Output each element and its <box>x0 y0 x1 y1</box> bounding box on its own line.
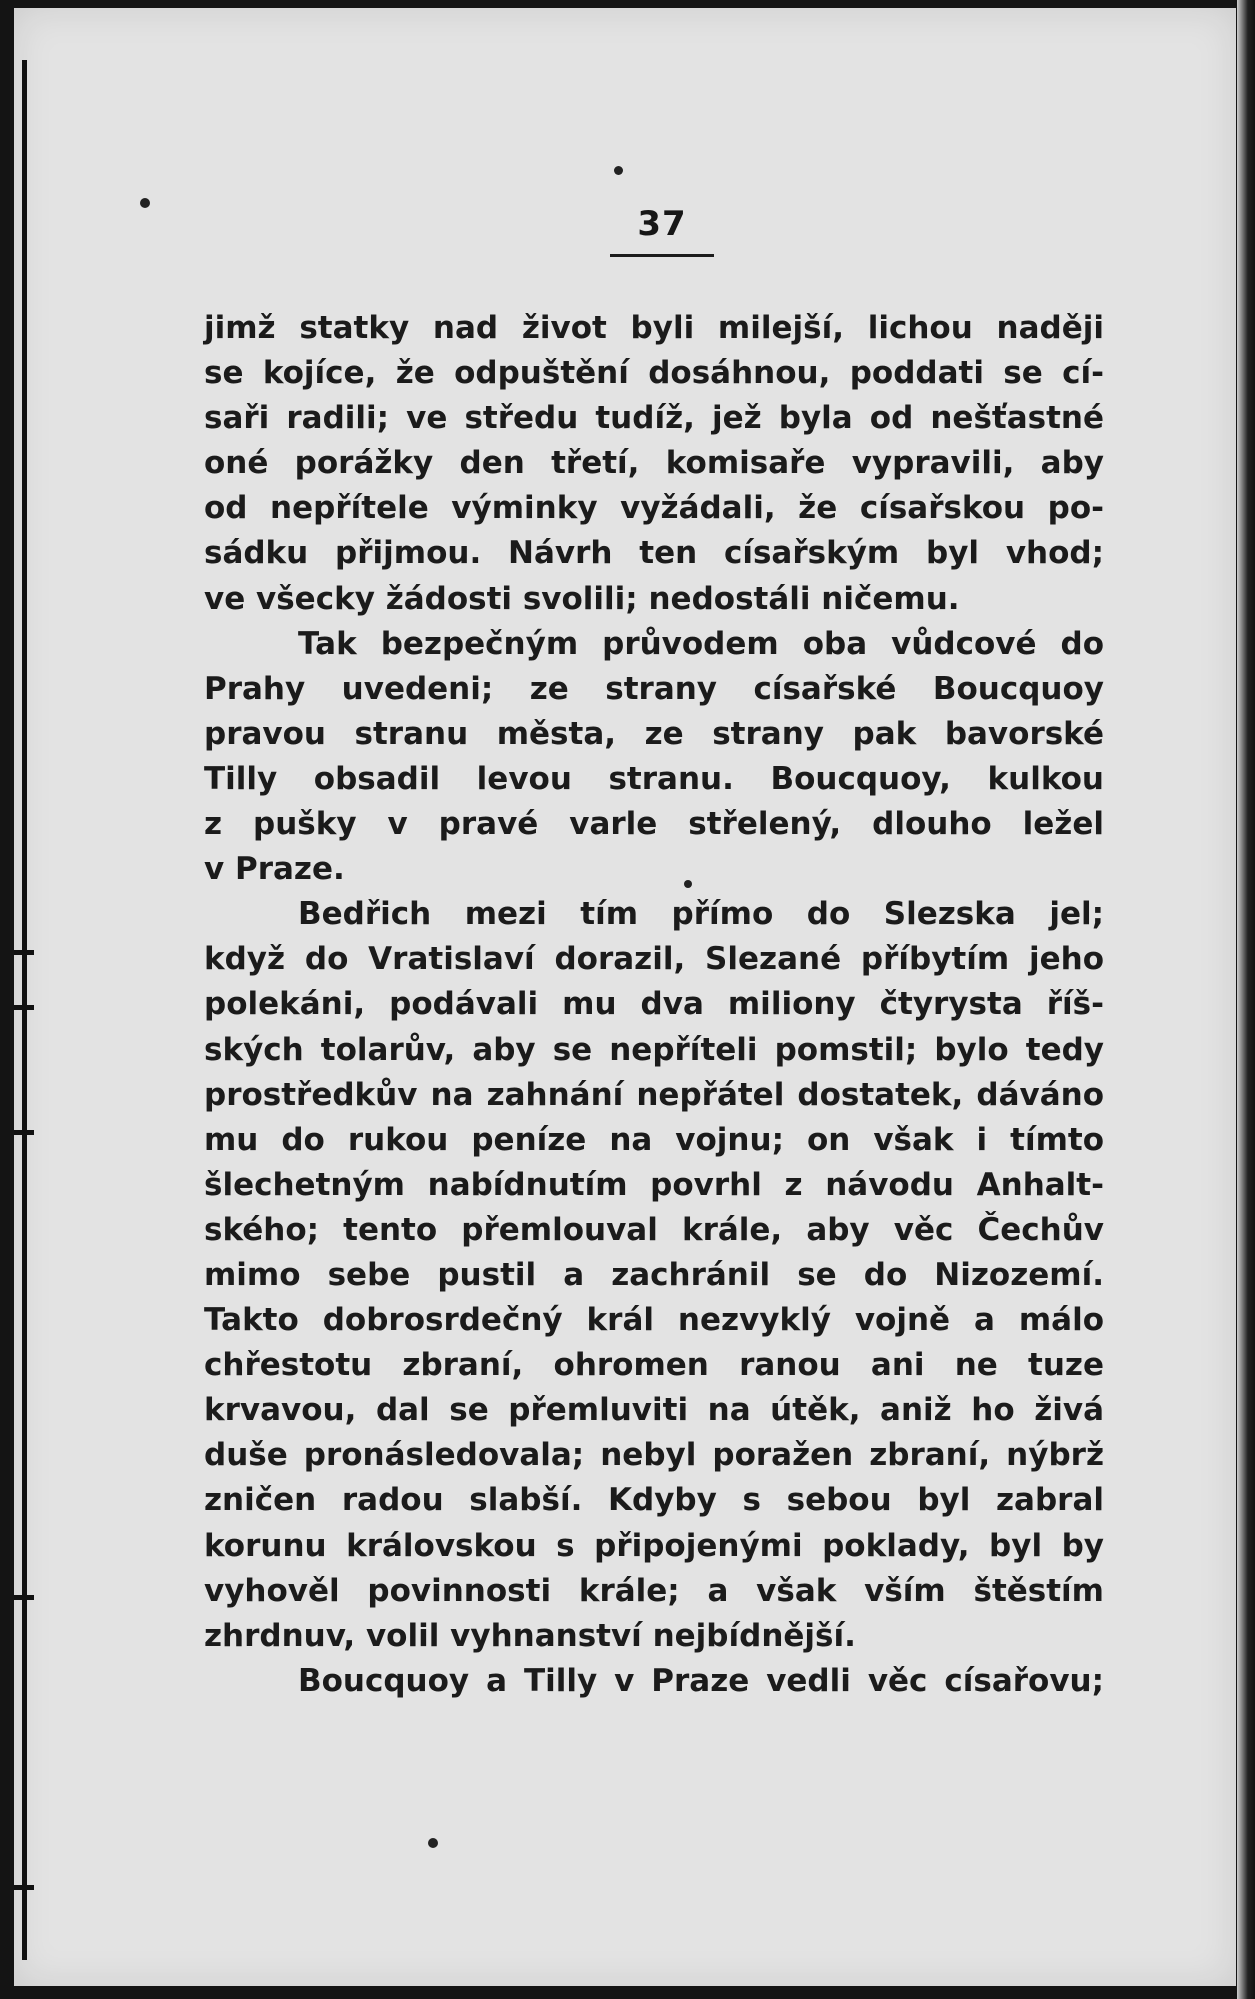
body-text <box>204 306 1104 1704</box>
binding-edge <box>22 60 27 1960</box>
text-line: ve všecky žádosti svolili; nedostáli ničemu. <box>204 580 960 617</box>
text-line: duše pronásledovala; nebyl poražen zbraní, nýbrž <box>204 1437 1104 1474</box>
text-line: jimž statky nad život byli milejší, lichou naději <box>204 310 1104 346</box>
text-line: Bedřich mezi tím přímo do Slezska jel; <box>298 896 1104 933</box>
paper-leaf <box>14 8 1236 1986</box>
text-line: se kojíce, že odpuštění dosáhnou, poddati se cí- <box>204 355 1104 392</box>
binding-mark <box>14 1885 34 1890</box>
text-line: ských tolarův, aby se nepříteli pomstil; bylo tedy <box>204 1031 1104 1068</box>
print-speck <box>614 166 623 175</box>
text-line: v Praze. <box>204 851 345 888</box>
text-line: Takto dobrosrdečný král nezvyklý vojně a málo <box>204 1302 1104 1339</box>
text-line: korunu královskou s připojenými poklady, byl by <box>204 1527 1104 1564</box>
text-line: zhrdnuv, volil vyhnanství nejbídnější. <box>204 1617 856 1654</box>
text-line: prostředkův na zahnání nepřátel dostatek, dáváno <box>204 1076 1104 1113</box>
page-number: 37 <box>637 204 687 244</box>
text-line: od nepřítele výminky vyžádali, že císařskou po- <box>204 490 1104 527</box>
text-line: saři radili; ve středu tudíž, jež byla od nešťastné <box>204 400 1104 437</box>
binding-mark <box>14 950 34 955</box>
text-line: ského; tento přemlouval krále, aby věc Čechův <box>204 1211 1104 1248</box>
text-line: Prahy uvedeni; ze strany císařské Boucquoy <box>204 670 1104 707</box>
text-line: mu do rukou peníze na vojnu; on však i tímto <box>204 1121 1104 1158</box>
text-line: šlechetným nabídnutím povrhl z návodu Anhalt- <box>204 1166 1104 1203</box>
binding-mark <box>14 1595 34 1600</box>
text-line: pravou stranu města, ze strany pak bavorské <box>204 715 1104 752</box>
print-speck <box>428 1838 438 1848</box>
text-line: zničen radou slabší. Kdyby s sebou byl zabral <box>204 1482 1104 1519</box>
print-speck <box>684 880 692 888</box>
text-line: Tak bezpečným průvodem oba vůdcové do <box>298 625 1104 662</box>
text-line: Tilly obsadil levou stranu. Boucquoy, kulkou <box>204 760 1104 797</box>
text-line: oné porážky den třetí, komisaře vypravili, aby <box>204 445 1104 482</box>
text-line: chřestotu zbraní, ohromen ranou ani ne tuze <box>204 1347 1104 1384</box>
text-line: vyhověl povinnosti krále; a však vším štěstím <box>204 1572 1104 1609</box>
text-line: Boucquoy a Tilly v Praze vedli věc císařovu; <box>298 1662 1104 1699</box>
text-line: sádku přijmou. Návrh ten císařským byl vhod; <box>204 535 1104 572</box>
page-number-rule <box>610 254 714 257</box>
binding-mark <box>14 1130 34 1135</box>
text-line: mimo sebe pustil a zachránil se do Nizozemí. <box>204 1256 1104 1293</box>
text-line: krvavou, dal se přemluviti na útěk, aniž ho živá <box>204 1392 1104 1429</box>
binding-mark <box>14 1005 34 1010</box>
page-right-edge <box>1237 0 1255 1999</box>
text-line: polekáni, podávali mu dva miliony čtyrysta říš- <box>204 986 1104 1023</box>
print-speck <box>140 198 150 208</box>
text-line: když do Vratislaví dorazil, Slezané příbytím jeho <box>204 941 1104 978</box>
text-line: z pušky v pravé varle střelený, dlouho ležel <box>204 806 1104 843</box>
